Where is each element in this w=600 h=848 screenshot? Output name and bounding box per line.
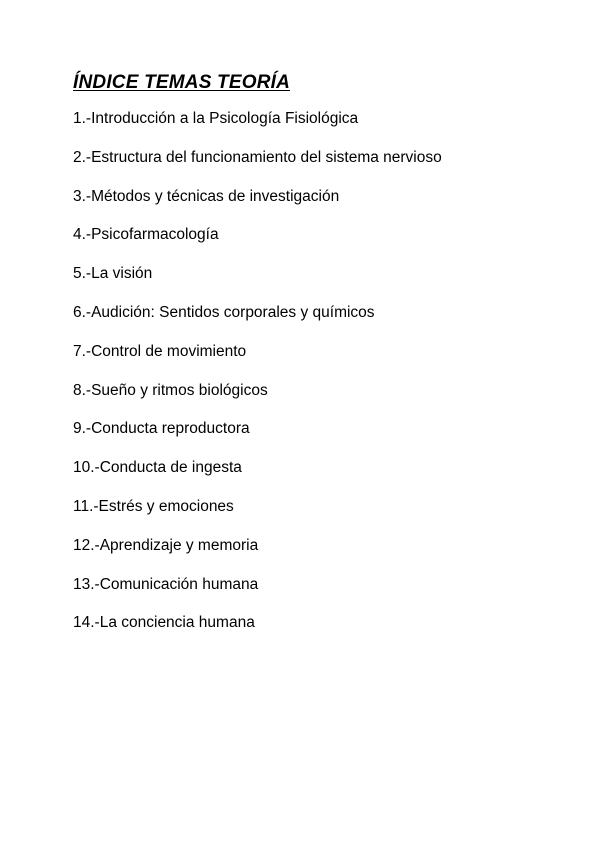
toc-item-1: 1.-Introducción a la Psicología Fisiológica	[73, 110, 359, 127]
toc-item-7: 7.-Control de movimiento	[73, 342, 247, 360]
toc-item-11: 11.-Estrés y emociones	[73, 497, 234, 515]
toc-item-4: 4.-Psicofarmacología	[73, 226, 219, 244]
toc-item-5: 5.-La visión	[73, 265, 153, 283]
toc-item-9: 9.-Conducta reproductora	[73, 420, 250, 438]
toc-item-10: 10.-Conducta de ingesta	[73, 459, 242, 477]
toc-item-13: 13.-Comunicación humana	[73, 575, 259, 593]
toc-item-8: 8.-Sueño y ritmos biológicos	[73, 381, 268, 399]
toc-item-14: 14.-La conciencia humana	[73, 614, 255, 632]
document-title: ÍNDICE TEMAS TEORÍA	[73, 72, 291, 93]
table-of-contents	[73, 110, 442, 653]
toc-item-2: 2.-Estructura del funcionamiento del sistema nervioso	[73, 148, 442, 166]
toc-item-3: 3.-Métodos y técnicas de investigación	[73, 187, 340, 205]
toc-item-12: 12.-Aprendizaje y memoria	[73, 536, 259, 554]
toc-item-6: 6.-Audición: Sentidos corporales y químicos	[73, 303, 375, 321]
